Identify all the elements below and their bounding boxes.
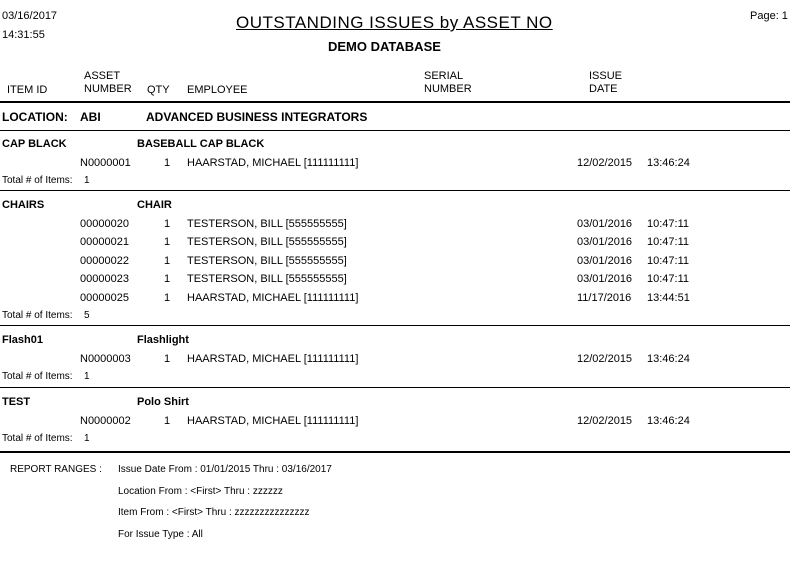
qty: 1	[164, 157, 171, 169]
total-label: Total # of Items:	[2, 175, 73, 186]
issue-date: 03/01/2016	[577, 273, 633, 285]
group-item-id: CAP BLACK	[2, 138, 67, 150]
col-issue-1: ISSUE	[589, 70, 623, 82]
asset-number: N0000001	[80, 157, 131, 169]
asset-number: N0000003	[80, 353, 131, 365]
location-code: ABI	[80, 110, 101, 124]
qty: 1	[164, 273, 171, 285]
total-count: 1	[84, 371, 90, 382]
asset-number: 00000021	[80, 236, 129, 248]
range-item: Item From : <First> Thru : zzzzzzzzzzzzzzz	[118, 507, 310, 518]
group-description: Flashlight	[137, 334, 189, 346]
range-issue-date: Issue Date From : 01/01/2015 Thru : 03/16/2017	[118, 464, 332, 475]
page-number: Page: 1	[750, 10, 788, 22]
asset-number: N0000002	[80, 415, 131, 427]
total-count: 1	[84, 175, 90, 186]
qty: 1	[164, 415, 171, 427]
qty: 1	[164, 255, 171, 267]
issue-date: 11/17/2016	[577, 292, 632, 304]
issue-time: 13:44:51	[647, 292, 690, 304]
report-subtitle: DEMO DATABASE	[328, 39, 441, 54]
total-count: 1	[84, 433, 90, 444]
qty: 1	[164, 218, 171, 230]
group-rule	[0, 190, 790, 191]
issue-date: 03/01/2016	[577, 236, 633, 248]
asset-number: 00000022	[80, 255, 129, 267]
location-name: ADVANCED BUSINESS INTEGRATORS	[146, 110, 368, 124]
issue-time: 13:46:24	[647, 415, 690, 427]
report-ranges-label: REPORT RANGES :	[10, 464, 102, 475]
employee: HAARSTAD, MICHAEL [111111111]	[187, 292, 359, 304]
footer-rule	[0, 451, 790, 453]
issue-time: 10:47:11	[647, 236, 690, 248]
group-description: CHAIR	[137, 199, 172, 211]
asset-number: 00000020	[80, 218, 129, 230]
qty: 1	[164, 292, 171, 304]
asset-number: 00000023	[80, 273, 129, 285]
qty: 1	[164, 353, 171, 365]
issue-date: 12/02/2015	[577, 415, 633, 427]
col-serial-2: NUMBER	[424, 83, 472, 95]
col-asset-1: ASSET	[84, 70, 121, 82]
group-rule	[0, 325, 790, 326]
group-description: BASEBALL CAP BLACK	[137, 138, 265, 150]
total-count: 5	[84, 310, 90, 321]
report-time: 14:31:55	[2, 29, 45, 41]
employee: HAARSTAD, MICHAEL [111111111]	[187, 157, 359, 169]
location-rule	[0, 130, 790, 131]
issue-date: 03/01/2016	[577, 255, 633, 267]
issue-date: 03/01/2016	[577, 218, 633, 230]
issue-date: 12/02/2015	[577, 353, 633, 365]
issue-time: 13:46:24	[647, 157, 690, 169]
col-asset-2: NUMBER	[84, 83, 132, 95]
qty: 1	[164, 236, 171, 248]
header-rule	[0, 101, 790, 103]
employee: TESTERSON, BILL [555555555]	[187, 236, 347, 248]
issue-time: 10:47:11	[647, 255, 690, 267]
group-item-id: TEST	[2, 396, 31, 408]
employee: TESTERSON, BILL [555555555]	[187, 273, 347, 285]
issue-time: 13:46:24	[647, 353, 690, 365]
employee: TESTERSON, BILL [555555555]	[187, 218, 347, 230]
asset-number: 00000025	[80, 292, 129, 304]
range-location: Location From : <First> Thru : zzzzzz	[118, 486, 283, 497]
col-item-id: ITEM ID	[7, 84, 48, 96]
total-label: Total # of Items:	[2, 371, 73, 382]
group-rule	[0, 387, 790, 388]
employee: HAARSTAD, MICHAEL [111111111]	[187, 353, 359, 365]
col-serial-1: SERIAL	[424, 70, 464, 82]
group-item-id: CHAIRS	[2, 199, 45, 211]
report-title: OUTSTANDING ISSUES by ASSET NO	[236, 13, 553, 32]
total-label: Total # of Items:	[2, 310, 73, 321]
col-employee: EMPLOYEE	[187, 84, 248, 96]
range-issue-type: For Issue Type : All	[118, 529, 203, 540]
employee: HAARSTAD, MICHAEL [111111111]	[187, 415, 359, 427]
issue-date: 12/02/2015	[577, 157, 633, 169]
group-item-id: Flash01	[2, 334, 43, 346]
issue-time: 10:47:11	[647, 273, 690, 285]
col-issue-2: DATE	[589, 83, 618, 95]
col-qty: QTY	[147, 84, 170, 96]
employee: TESTERSON, BILL [555555555]	[187, 255, 347, 267]
issue-time: 10:47:11	[647, 218, 690, 230]
location-label: LOCATION:	[2, 110, 68, 124]
group-description: Polo Shirt	[137, 396, 189, 408]
total-label: Total # of Items:	[2, 433, 73, 444]
report-date: 03/16/2017	[2, 10, 58, 22]
